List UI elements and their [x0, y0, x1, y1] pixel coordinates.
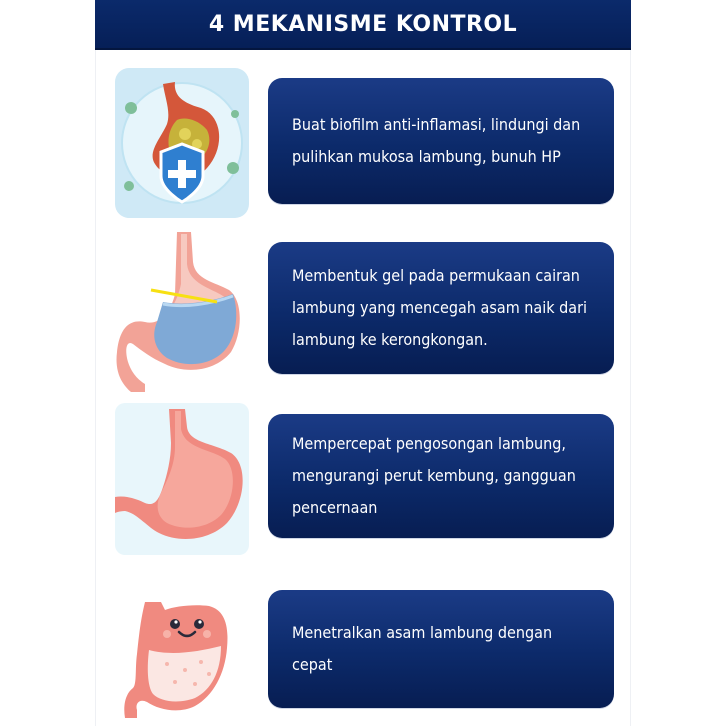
info-card-text: Mempercepat pengosongan lambung, mengurangi perut kembung, gangguan pencernaan: [292, 434, 576, 517]
stomach-shield-icon: [115, 68, 249, 218]
info-card-1: [268, 78, 614, 204]
info-card-text: Membentuk gel pada permukaan cairan lambung yang mencegah asam naik dari lambung ke kerongkongan.: [292, 266, 588, 349]
happy-stomach-icon: [115, 598, 249, 718]
info-card-4: [268, 590, 614, 708]
info-card-3: [268, 414, 614, 538]
info-card-text: Menetralkan asam lambung dengan cepat: [292, 623, 553, 674]
info-card-text: Buat biofilm anti-inflamasi, lindungi dan pulihkan mukosa lambung, bunuh HP: [292, 115, 581, 166]
page-title: 4 MEKANISME KONTROL: [208, 11, 518, 37]
stomach-gel-icon: [115, 232, 249, 392]
info-card-2: [268, 242, 614, 374]
stomach-icon: [115, 403, 249, 555]
page-header: [95, 0, 631, 50]
